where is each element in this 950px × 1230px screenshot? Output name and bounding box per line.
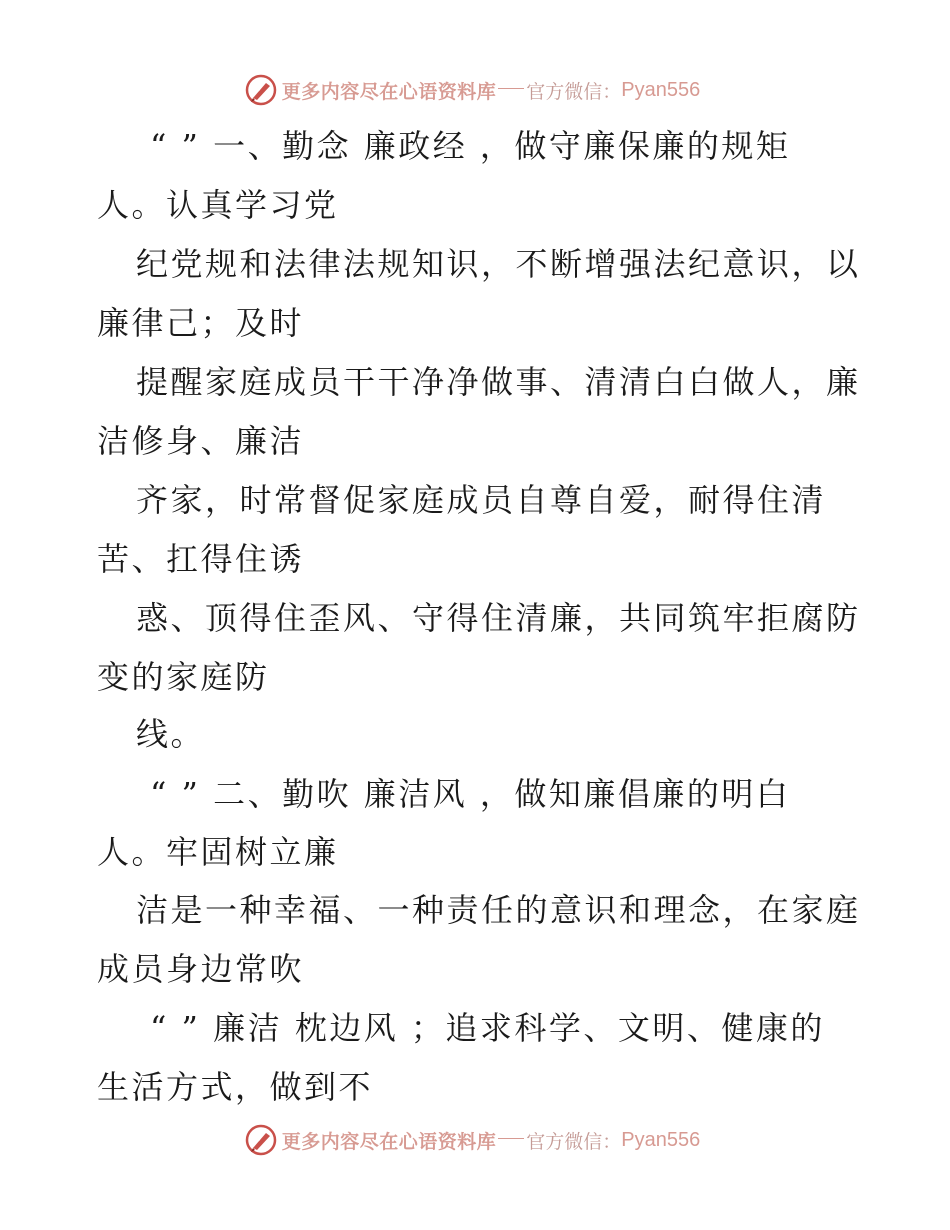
text-line: 变的家庭防 <box>97 658 270 696</box>
footer-watermark-banner <box>0 1120 950 1160</box>
text-line: 廉律己；及时 <box>97 304 305 342</box>
banner-text: 更多内容尽在心语资料库 <box>281 1130 497 1153</box>
text-line: 生活方式，做到不 <box>97 1068 374 1106</box>
banner-wechat-id: Pyan556 <box>621 1128 701 1151</box>
header-watermark-banner <box>0 70 950 110</box>
text-line: 线。 <box>136 715 206 753</box>
banner-dash-divider <box>498 1138 524 1139</box>
text-line: 洁修身、廉洁 <box>97 422 305 460</box>
text-line: “ ” 一、勤念 廉政经 ，做守廉保廉的规矩 <box>150 127 791 165</box>
text-line: 洁是一种幸福、一种责任的意识和理念，在家庭 <box>136 891 861 929</box>
text-line: 人。牢固树立廉 <box>97 833 339 871</box>
text-line: “ ” 廉洁 枕边风 ；追求科学、文明、健康的 <box>150 1009 825 1047</box>
text-line: 惑、顶得住歪风、守得住清廉，共同筑牢拒腐防 <box>136 599 861 637</box>
banner-wechat-id: Pyan556 <box>621 78 701 101</box>
pen-logo-icon <box>244 1123 278 1157</box>
text-line: 纪党规和法律法规知识，不断增强法纪意识，以 <box>136 245 861 283</box>
banner-wechat-label: 官方微信： <box>526 80 622 103</box>
banner-text: 更多内容尽在心语资料库 <box>281 80 497 103</box>
text-line: “ ” 二、勤吹 廉洁风 ，做知廉倡廉的明白 <box>150 775 791 813</box>
text-line: 苦、扛得住诱 <box>97 540 305 578</box>
text-line: 齐家，时常督促家庭成员自尊自爱，耐得住清 <box>136 481 827 519</box>
text-line: 人。认真学习党 <box>97 186 339 224</box>
text-line: 成员身边常吹 <box>97 950 305 988</box>
banner-wechat-label: 官方微信： <box>526 1130 622 1153</box>
text-line: 提醒家庭成员干干净净做事、清清白白做人，廉 <box>136 363 861 401</box>
banner-dash-divider <box>498 88 524 89</box>
pen-logo-icon <box>244 73 278 107</box>
